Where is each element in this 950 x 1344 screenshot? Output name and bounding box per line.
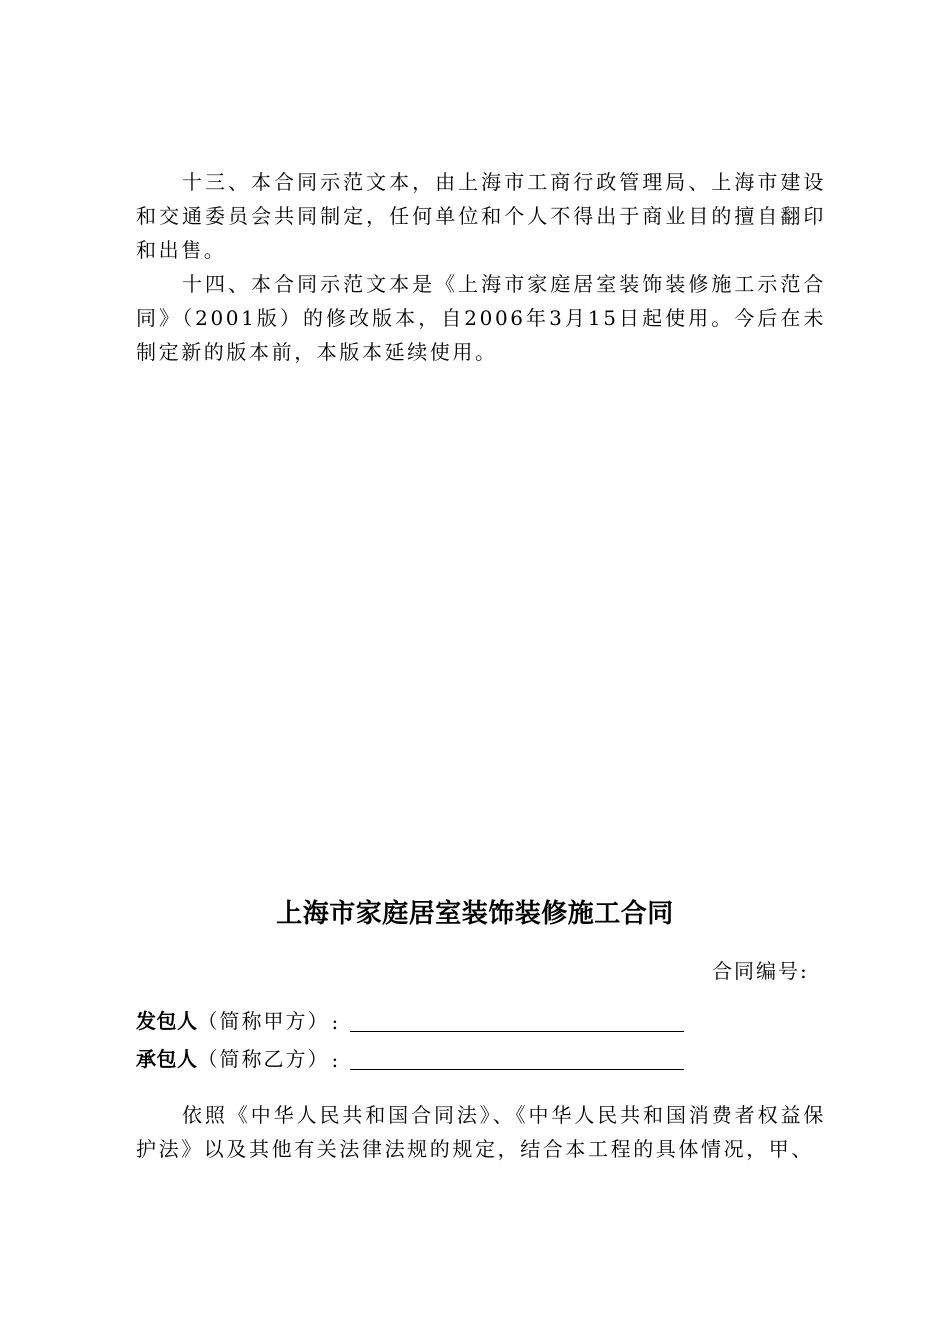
contract-number-label: 合同编号: bbox=[712, 959, 809, 983]
party-b-note: （简称乙方） bbox=[197, 1047, 330, 1071]
party-b-blank-field[interactable] bbox=[350, 1049, 684, 1070]
party-a-blank-field[interactable] bbox=[350, 1011, 684, 1032]
party-a-note: （简称甲方） bbox=[197, 1009, 330, 1033]
party-b-line bbox=[136, 1043, 684, 1072]
party-a-colon: : bbox=[331, 1010, 339, 1034]
contract-title: 上海市家庭居室装饰装修施工合同 bbox=[276, 899, 674, 929]
party-a-role: 发包人 bbox=[136, 1009, 198, 1033]
clause-13-paragraph: 十三、本合同示范文本，由上海市工商行政管理局、上海市建设和交通委员会共同制定，任何单位和个人不得出于商业目的擅自翻印和出售。 bbox=[136, 170, 826, 262]
party-a-line bbox=[136, 1005, 684, 1034]
party-b-role: 承包人 bbox=[136, 1047, 198, 1071]
party-b-colon: : bbox=[331, 1048, 339, 1072]
clause-14-paragraph: 十四、本合同示范文本是《上海市家庭居室装饰装修施工示范合同》（2001版）的修改版本，自2006年3月15日起使用。今后在未制定新的版本前，本版本延续使用。 bbox=[136, 272, 826, 364]
intro-paragraph: 依照《中华人民共和国合同法》、《中华人民共和国消费者权益保护法》以及其他有关法律法规的规定，结合本工程的具体情况，甲、 bbox=[136, 1103, 826, 1161]
